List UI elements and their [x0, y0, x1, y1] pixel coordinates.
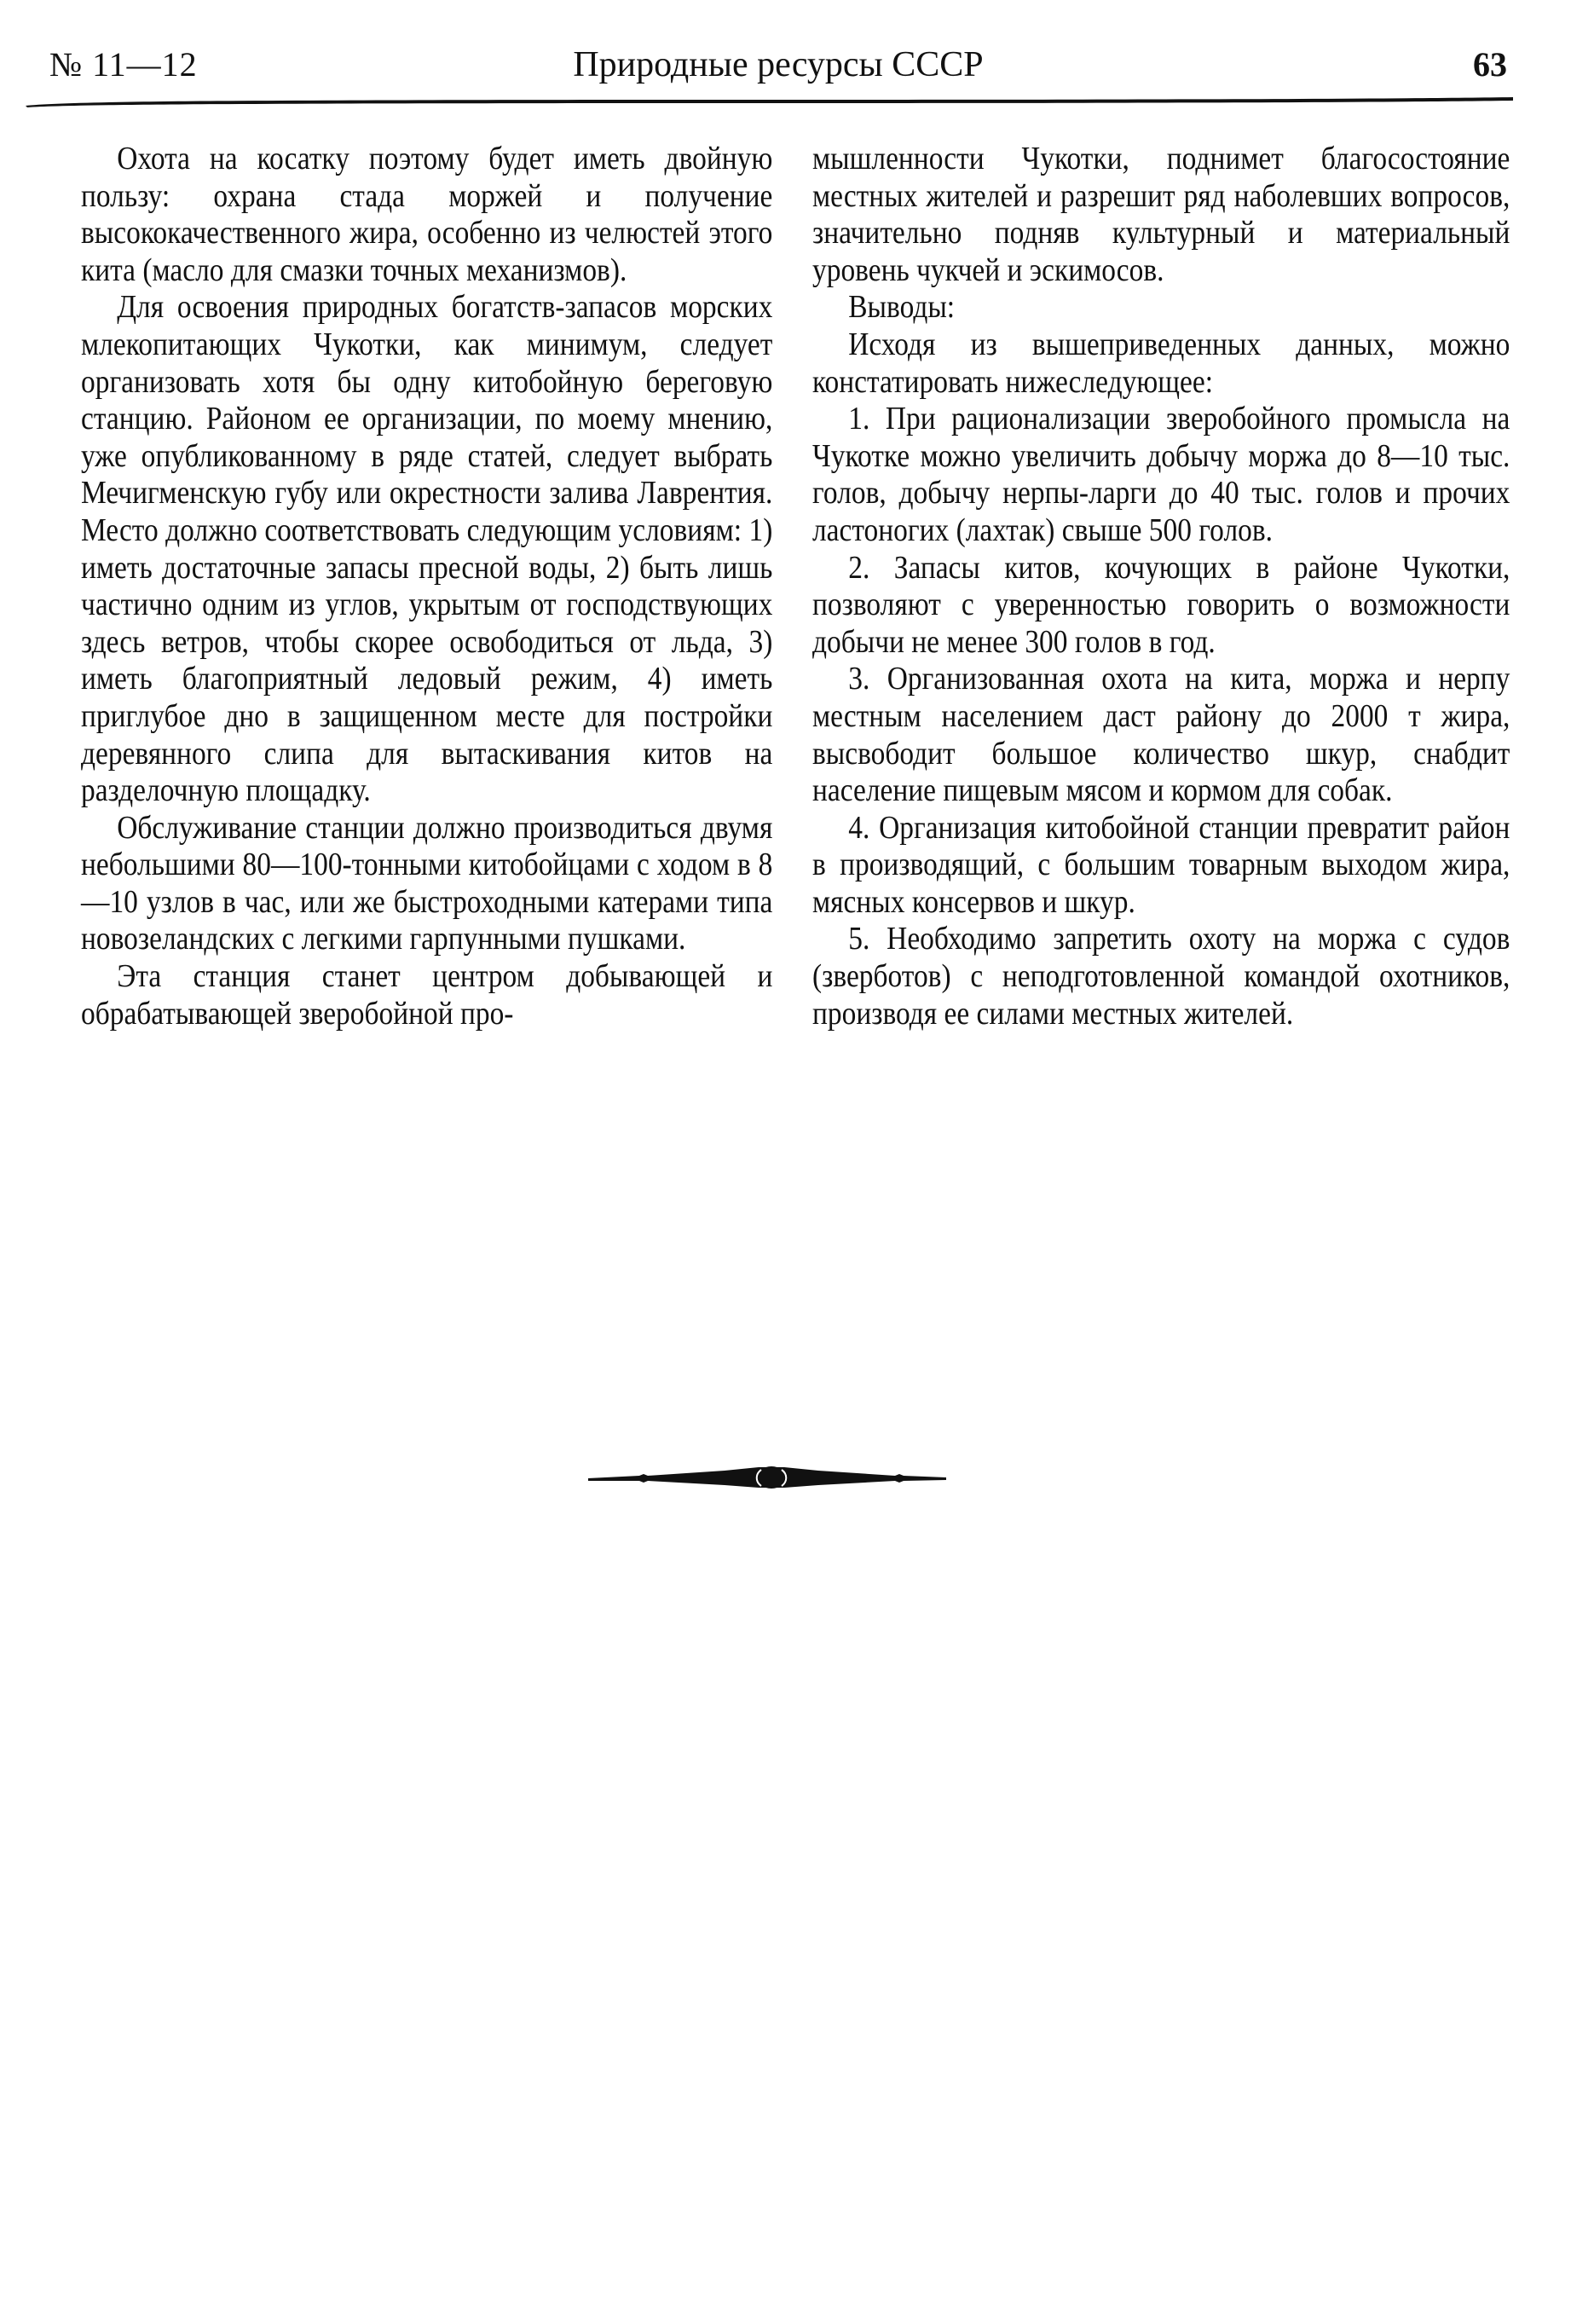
- paragraph: Эта станция станет центром добывающей и обрабатывающей зверобойной про-: [81, 958, 773, 1032]
- conclusion-item: 5. Необходимо запретить охоту на моржа с судов (зверботов) с неподготовленной командой охотников, производя ее силами местных жителей.: [812, 921, 1510, 1032]
- issue-number: № 11—12: [49, 45, 198, 84]
- header-rule: [26, 95, 1513, 107]
- running-header: [49, 44, 1507, 95]
- paragraph: Охота на косатку поэтому будет иметь двойную пользу: охрана стада моржей и получение высококачественного жира, особенно из челюстей этого кита (масло для смазки точных механизмов).: [81, 141, 773, 288]
- conclusion-item: 3. Организованная охота на кита, моржа и нерпу местным населением даст району до 2000 т жира, высвободит большое количество шкур, снабдит население пищевым мясом и кормом для собак.: [812, 661, 1510, 809]
- conclusions-heading: Выводы:: [848, 289, 956, 326]
- paragraph: Обслуживание станции должно производиться двумя небольшими 80—100-тонными китобойцами с ходом в 8—10 узлов в час, или же быстроходными катерами типа новозеландских с легкими гарпунными пушками.: [81, 809, 773, 957]
- end-of-article-ornament-icon: [588, 1460, 963, 1494]
- journal-title: Природные ресурсы СССР: [573, 45, 984, 84]
- paragraph: Для освоения природных богатств-запасов морских млекопитающих Чукотки, как минимум, следует организовать хотя бы одну китобойную береговую станцию. Районом ее организации, по моему мнению, уже опубликованному в ряде статей, следует выбрать Мечигменскую губу или окрестности залива Лаврентия. Место должно соответствовать следующим условиям: 1) иметь достаточные запасы пресной воды, 2) быть лишь частично одним из углов, укрытым от господствующих здесь ветров, чтобы скорее освободиться от льда, 3) иметь благоприятный ледовый режим, 4) иметь приглубое дно в защищенном месте для постройки деревянного слипа для вытаскивания китов на разделочную площадку.: [81, 289, 773, 809]
- conclusions-intro: Исходя из вышеприведенных данных, можно констатировать нижеследующее:: [812, 326, 1510, 400]
- conclusion-item: 1. При рационализации зверобойного промысла на Чукотке можно увеличить добычу моржа до 8—10 тыс. голов, добычу нерпы-ларги до 40 тыс. голов и прочих ластоногих (лахтак) свыше 500 голов.: [812, 401, 1510, 548]
- conclusion-item: 2. Запасы китов, кочующих в районе Чукотки, позволяют с уверенностью говорить о возможности добычи не менее 300 голов в год.: [812, 549, 1510, 660]
- left-column: [81, 141, 772, 1032]
- paragraph-continuation: мышленности Чукотки, поднимет благосостояние местных жителей и разрешит ряд наболевших вопросов, значительно подняв культурный и материальный уровень чукчей и эскимосов.: [812, 141, 1510, 288]
- page-number: 63: [1473, 45, 1507, 84]
- conclusion-item: 4. Организация китобойной станции превратит район в производящий, с большим товарным выходом жира, мясных консервов и шкур.: [812, 809, 1510, 920]
- right-column: [812, 141, 1510, 1032]
